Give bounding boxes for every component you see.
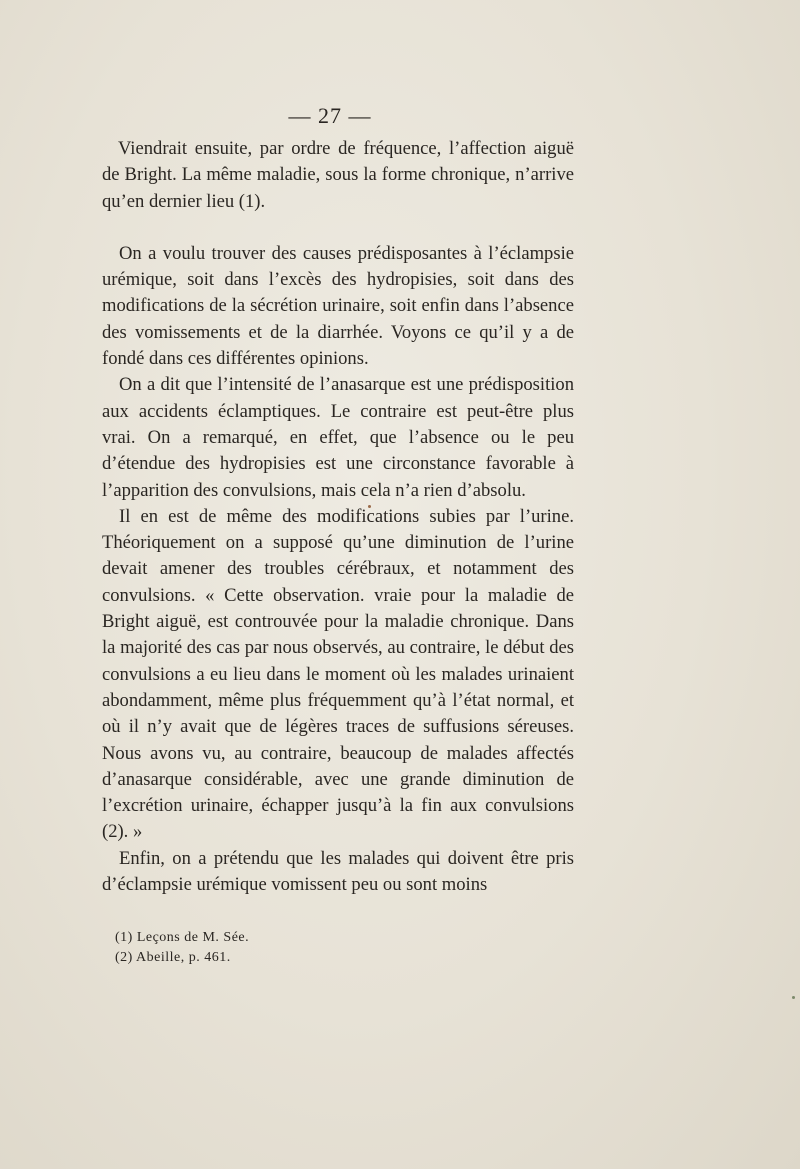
footnote: (1) Leçons de M. Sée. <box>115 930 250 945</box>
paragraph: Il en est de même des modifications subies par l’urine. Théoriquement on a supposé qu’une diminution de l’urine devait amener des troubles cérébraux, et notamment des convulsions. « Cette observation. vraie pour la maladie de Bright aiguë, est controuvée pour la maladie chronique. Dans la majorité des cas par nous observés, au contraire, le début des convulsions a eu lieu dans le moment où les malades urinaient abondamment, même plus fréquemment qu’à l’état normal, et où il n’y avait que de légères traces de suffusions séreuses. Nous avons vu, au contraire, beaucoup de malades affectés d’anasarque considérable, avec une grande diminution de l’excrétion urinaire, échapper jusqu’à la fin aux convulsions (2). » <box>102 505 574 843</box>
paragraph: Viendrait ensuite, par ordre de fréquence, l’affection aiguë de Bright. La même maladie, sous la forme chronique, n’arrive qu’en dernier lieu (1). <box>102 138 574 212</box>
footnotes <box>115 928 249 968</box>
ink-speck <box>792 996 795 999</box>
body-text <box>102 136 574 898</box>
footnote: (2) Abeille, p. 461. <box>115 950 231 965</box>
paragraph: On a dit que l’intensité de l’anasarque est une prédisposition aux accidents éclamptiques. Le contraire est peut-être plus vrai. On a remarqué, en effet, que l’absence ou le peu d’étendue des hydropisies est une circonstance favorable à l’apparition des convulsions, mais cela n’a rien d’absolu. <box>102 374 574 501</box>
paragraph: Enfin, on a prétendu que les malades qui doivent être pris d’éclampsie urémique vomissent peu ou sont moins <box>102 847 574 896</box>
page-number: — 27 — <box>288 103 372 128</box>
paragraph: On a voulu trouver des causes prédisposantes à l’éclampsie urémique, soit dans l’excès des hydropisies, soit dans des modifications de la sécrétion urinaire, soit enfin dans l’absence des vomissements et de la diarrhée. Voyons ce qu’il y a de fondé dans ces différentes opinions. <box>102 242 574 370</box>
